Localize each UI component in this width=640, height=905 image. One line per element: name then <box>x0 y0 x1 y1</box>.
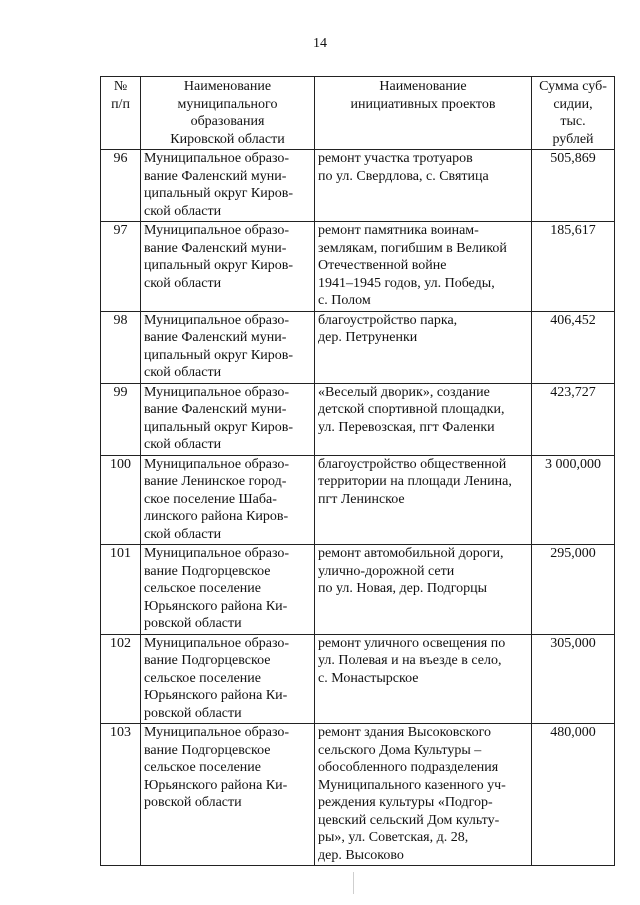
subsidy-amount: 423,727 <box>550 384 596 400</box>
amount-cell <box>532 545 615 635</box>
row-number-cell <box>101 222 141 312</box>
municipality-line: сельское поселение <box>144 670 261 686</box>
project-line: ремонт автомобильной дороги, <box>318 546 504 561</box>
municipality-line: ской области <box>144 365 222 380</box>
municipality-cell <box>141 383 315 455</box>
table-row <box>101 724 615 866</box>
row-number: 98 <box>113 312 128 328</box>
project-cell <box>315 222 532 312</box>
municipality-line: Муниципальное образо- <box>144 384 290 400</box>
header-municipality: Наименование муниципального образования Кировской области <box>141 77 315 150</box>
municipality-line: линского района Киров- <box>144 509 289 524</box>
project-line: благоустройство парка, <box>318 312 458 328</box>
amount-cell <box>532 222 615 312</box>
municipality-line: Муниципальное образо- <box>144 151 290 166</box>
project-line: Отечественной войне <box>318 258 447 273</box>
row-number-cell <box>101 455 141 545</box>
subsidy-table <box>100 76 615 866</box>
municipality-line: Муниципальное образо- <box>144 223 290 238</box>
header-amount: Сумма суб- сидии, тыс. рублей <box>532 77 615 150</box>
project-line: детской спортивной площадки, <box>318 402 505 417</box>
project-line: 1941–1945 годов, ул. Победы, <box>318 275 495 291</box>
municipality-line: Муниципальное образо- <box>144 456 290 472</box>
municipality-cell <box>141 222 315 312</box>
project-line: ремонт уличного освещения по <box>318 635 506 651</box>
project-line: по ул. Свердлова, с. Святица <box>318 168 489 184</box>
municipality-line: ской области <box>144 275 222 291</box>
row-number-cell <box>101 383 141 455</box>
amount-cell <box>532 634 615 724</box>
municipality-line: Юрьянского района Ки- <box>144 688 288 703</box>
table-header <box>101 77 615 150</box>
subsidy-amount: 3 000,000 <box>545 456 601 472</box>
municipality-line: ской области <box>144 203 222 219</box>
row-number-cell <box>101 545 141 635</box>
project-line: ул. Перевозская, пгт Фаленки <box>318 419 495 435</box>
project-cell <box>315 150 532 222</box>
municipality-line: вание Подгорцевское <box>144 653 271 668</box>
row-number-cell <box>101 150 141 222</box>
row-number: 102 <box>110 635 131 651</box>
amount-cell <box>532 455 615 545</box>
project-line: ры», ул. Советская, д. 28, <box>318 830 469 845</box>
municipality-line: Юрьянского района Ки- <box>144 777 288 793</box>
municipality-line: Муниципальное образо- <box>144 635 290 651</box>
table-row <box>101 150 615 222</box>
project-cell <box>315 455 532 545</box>
municipality-line: вание Фаленский муни- <box>144 402 287 417</box>
subsidy-amount: 305,000 <box>550 635 596 651</box>
municipality-line: вание Фаленский муни- <box>144 330 287 345</box>
municipality-line: Муниципальное образо- <box>144 312 290 328</box>
municipality-cell <box>141 545 315 635</box>
subsidy-amount: 406,452 <box>550 312 596 328</box>
project-cell <box>315 724 532 866</box>
project-cell <box>315 634 532 724</box>
header-row <box>101 77 615 150</box>
table-row <box>101 545 615 635</box>
table-row <box>101 383 615 455</box>
project-line: ул. Полевая и на въезде в село, <box>318 653 502 668</box>
municipality-line: ское поселение Шаба- <box>144 491 277 507</box>
municipality-line: ской области <box>144 437 222 452</box>
project-line: по ул. Новая, дер. Подгорцы <box>318 581 488 596</box>
table-row <box>101 455 615 545</box>
project-line: «Веселый дворик», создание <box>318 384 490 400</box>
municipality-line: сельское поселение <box>144 581 261 596</box>
row-number: 101 <box>110 546 131 561</box>
amount-cell <box>532 724 615 866</box>
municipality-line: вание Фаленский муни- <box>144 168 287 184</box>
project-cell <box>315 383 532 455</box>
header-number: № п/п <box>101 77 141 150</box>
municipality-line: вание Ленинское город- <box>144 474 287 489</box>
project-line: цевский сельский Дом культу- <box>318 812 500 828</box>
subsidy-amount: 295,000 <box>550 546 596 561</box>
municipality-line: ровской области <box>144 795 242 810</box>
row-number: 103 <box>110 725 131 740</box>
municipality-line: Муниципальное образо- <box>144 725 290 740</box>
municipality-line: ровской области <box>144 705 242 721</box>
municipality-cell <box>141 634 315 724</box>
project-line: дер. Петруненки <box>318 330 418 345</box>
municipality-cell <box>141 724 315 866</box>
municipality-cell <box>141 150 315 222</box>
municipality-line: ципальный округ Киров- <box>144 347 294 363</box>
municipality-line: ципальный округ Киров- <box>144 419 294 435</box>
table-body <box>101 150 615 866</box>
row-number: 97 <box>113 223 128 238</box>
municipality-line: вание Подгорцевское <box>144 742 271 758</box>
scan-artifact <box>353 872 354 894</box>
page-number: 14 <box>313 36 327 51</box>
municipality-line: сельское поселение <box>144 760 261 775</box>
project-line: Муниципального казенного уч- <box>318 777 506 793</box>
table-row <box>101 634 615 724</box>
subsidy-amount: 185,617 <box>550 223 596 238</box>
row-number: 99 <box>113 384 128 400</box>
row-number-cell <box>101 634 141 724</box>
project-line: ремонт здания Высоковского <box>318 725 491 740</box>
municipality-line: Муниципальное образо- <box>144 546 290 561</box>
project-line: землякам, погибшим в Великой <box>318 240 507 256</box>
project-line: с. Монастырское <box>318 670 419 686</box>
project-line: сельского Дома Культуры – <box>318 742 482 758</box>
row-number-cell <box>101 724 141 866</box>
project-cell <box>315 311 532 383</box>
project-line: пгт Ленинское <box>318 491 405 507</box>
municipality-cell <box>141 311 315 383</box>
municipality-cell <box>141 455 315 545</box>
project-line: территории на площади Ленина, <box>318 474 512 489</box>
project-line: ремонт памятника воинам- <box>318 223 479 238</box>
project-line: благоустройство общественной <box>318 456 507 472</box>
subsidy-amount: 505,869 <box>550 151 596 166</box>
row-number: 96 <box>113 151 128 166</box>
municipality-line: вание Подгорцевское <box>144 563 271 579</box>
project-cell <box>315 545 532 635</box>
municipality-line: ципальный округ Киров- <box>144 258 294 273</box>
project-line: реждения культуры «Подгор- <box>318 795 493 810</box>
municipality-line: Юрьянского района Ки- <box>144 598 288 614</box>
amount-cell <box>532 383 615 455</box>
table-row <box>101 222 615 312</box>
municipality-line: ципальный округ Киров- <box>144 186 294 201</box>
municipality-line: ской области <box>144 526 222 542</box>
project-line: улично-дорожной сети <box>318 563 455 579</box>
municipality-line: вание Фаленский муни- <box>144 240 287 256</box>
project-line: обособленного подразделения <box>318 760 499 775</box>
row-number-cell <box>101 311 141 383</box>
project-line: с. Полом <box>318 293 371 308</box>
amount-cell <box>532 311 615 383</box>
header-project: Наименование инициативных проектов <box>315 77 532 150</box>
table-row <box>101 311 615 383</box>
project-line: дер. Высоково <box>318 847 404 863</box>
amount-cell <box>532 150 615 222</box>
row-number: 100 <box>110 456 131 472</box>
project-line: ремонт участка тротуаров <box>318 151 473 166</box>
municipality-line: ровской области <box>144 616 242 631</box>
subsidy-amount: 480,000 <box>550 725 596 740</box>
